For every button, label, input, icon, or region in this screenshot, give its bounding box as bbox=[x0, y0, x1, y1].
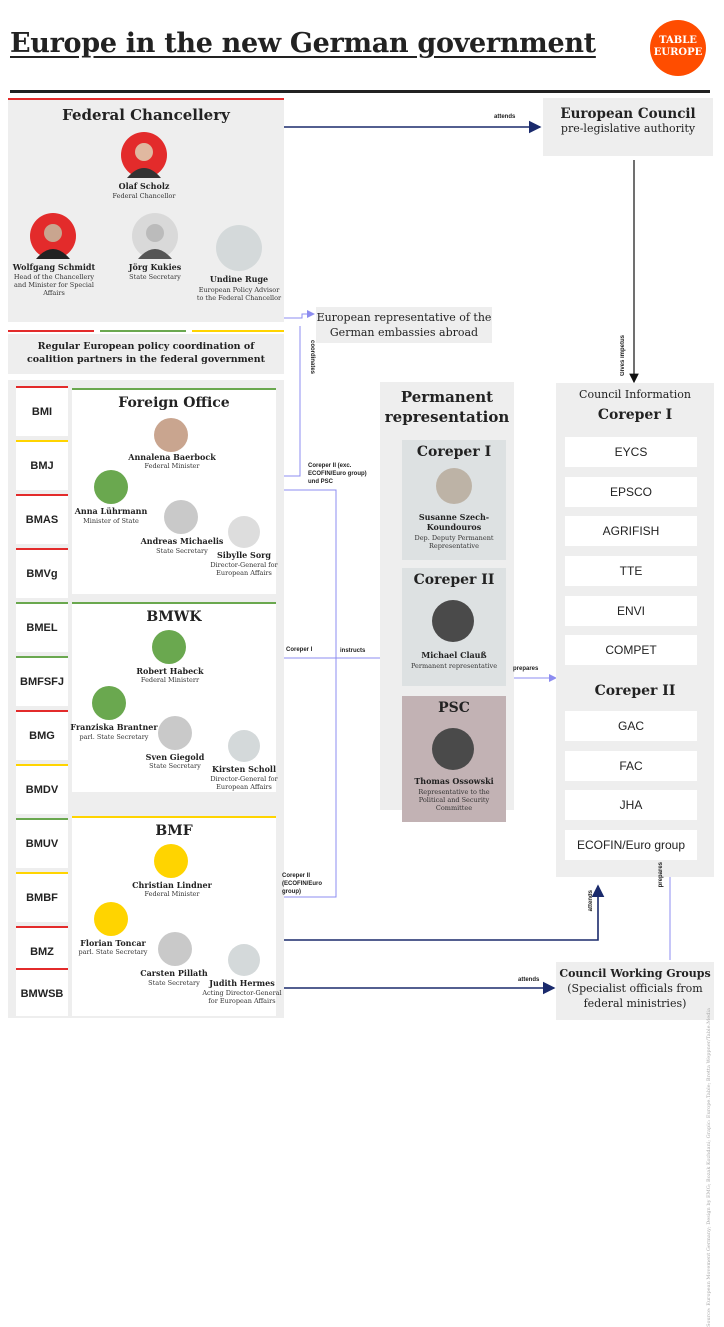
chancellery-title: Federal Chancellery bbox=[62, 106, 230, 124]
person-name: Sibylle Sorg bbox=[217, 550, 271, 560]
ministry-bmwsb: BMWSB bbox=[16, 968, 68, 1016]
edge-label-coreper2-ecofin: Coreper II (ECOFIN/Euro group) bbox=[282, 873, 322, 895]
edge-label-instructs: instructs bbox=[340, 648, 366, 654]
baerbock-avatar bbox=[154, 418, 188, 452]
ministry-bmz: BMZ bbox=[16, 926, 68, 976]
permanent-rep-title-line1: Permanent bbox=[400, 388, 494, 406]
council-info-heading: Council Information bbox=[579, 388, 691, 401]
pillath-avatar bbox=[158, 932, 192, 966]
kukies-avatar bbox=[132, 213, 178, 259]
luehrmann-avatar bbox=[94, 470, 128, 504]
bmf-box bbox=[72, 816, 282, 1016]
edge-label-coreper2-psc: Coreper II (exc. ECOFIN/Euro group) und PSC bbox=[308, 463, 367, 485]
ossowski-avatar bbox=[432, 728, 474, 770]
person-name: Olaf Scholz bbox=[118, 181, 170, 191]
person-role: State Secretary bbox=[148, 979, 200, 987]
line-foreign-office-embassies bbox=[284, 326, 300, 476]
edge-label-coordinates: coordinates bbox=[309, 340, 315, 375]
ministry-bmbf: BMBF bbox=[16, 872, 68, 922]
chancellery-box bbox=[8, 98, 284, 322]
person-name: Judith Hermes bbox=[209, 978, 275, 988]
edge-label-attends-right: attends bbox=[588, 890, 594, 912]
council-formation-eycs: EYCS bbox=[565, 437, 697, 467]
clauss-avatar bbox=[432, 600, 474, 642]
person-role: Federal Minister bbox=[144, 890, 200, 898]
person-role: European Policy Advisor to the Federal Chancellor bbox=[196, 286, 282, 302]
ministry-bmel: BMEL bbox=[16, 602, 68, 652]
council-formation-fac: FAC bbox=[565, 751, 697, 781]
ministry-bmj: BMJ bbox=[16, 440, 68, 490]
ministry-bmdv: BMDV bbox=[16, 764, 68, 814]
council-formation-envi: ENVI bbox=[565, 596, 697, 626]
person-role: State Secretary bbox=[129, 273, 181, 281]
edge-label-prepares-right: prepares bbox=[658, 862, 664, 888]
person-name: Franziska Brantner bbox=[70, 722, 158, 732]
foreign-office-box bbox=[72, 388, 276, 594]
european-council-subtitle: pre-legislative authority bbox=[560, 122, 696, 135]
coalition-bar-red bbox=[8, 330, 94, 332]
person-name: Carsten Pillath bbox=[140, 968, 208, 978]
person-role: Federal Ministerr bbox=[140, 676, 200, 684]
person-name: Anna Lührmann bbox=[74, 506, 148, 516]
council-formation-agrifish: AGRIFISH bbox=[565, 516, 697, 546]
toncar-avatar bbox=[94, 902, 128, 936]
source-credit: Source: European Movement Germany; Design by EMG; Bozak Kozhdani; Grapic: Europe.Table; Bretta Weppner/Table.Media bbox=[706, 1008, 712, 1327]
person-role: State Secretary bbox=[149, 762, 201, 770]
perm-psc-title: PSC bbox=[438, 700, 470, 716]
lindner-avatar bbox=[154, 844, 188, 878]
ruge-avatar-placeholder bbox=[216, 225, 262, 271]
council-formation-tte: TTE bbox=[565, 556, 697, 586]
ministry-bmuv: BMUV bbox=[16, 818, 68, 868]
perm-coreper2-box bbox=[402, 568, 506, 686]
person-name: Jörg Kukies bbox=[128, 262, 182, 272]
person-role: Representative to the Political and Security Committee bbox=[418, 788, 490, 812]
council-formation-gac: GAC bbox=[565, 711, 697, 741]
person-role: Director-General for European Affairs bbox=[210, 775, 278, 791]
person-role: State Secretary bbox=[156, 547, 208, 555]
council-formation-epsco: EPSCO bbox=[565, 477, 697, 507]
person-name: Robert Habeck bbox=[136, 666, 204, 676]
logo-line1: TABLE bbox=[659, 35, 697, 46]
coordination-banner: Regular European policy coordination of coalition partners in the federal government bbox=[8, 334, 284, 374]
edge-label-gives-impetus: Gives impetus bbox=[620, 335, 626, 377]
ministry-bmas: BMAS bbox=[16, 494, 68, 544]
person-name: Kirsten Scholl bbox=[212, 764, 276, 774]
person-name: Annalena Baerbock bbox=[128, 452, 216, 462]
person-role: Permanent representative bbox=[410, 662, 498, 670]
person-role: Acting Director-General for European Affairs bbox=[202, 989, 282, 1005]
person-role: Director-General for European Affairs bbox=[210, 561, 278, 577]
working-groups-title: Council Working Groups bbox=[559, 967, 711, 980]
council-formation-ecofin: ECOFIN/Euro group bbox=[565, 830, 697, 860]
person-name: Christian Lindner bbox=[132, 880, 212, 890]
foreign-office-title: Foreign Office bbox=[118, 395, 230, 411]
council-coreper2-title: Coreper II bbox=[594, 683, 676, 699]
working-groups-subtitle: (Specialist officials from federal ministries) bbox=[567, 982, 703, 1010]
council-formation-jha: JHA bbox=[565, 790, 697, 820]
michaelis-avatar bbox=[164, 500, 198, 534]
person-name: Sven Giegold bbox=[145, 752, 205, 762]
giegold-avatar bbox=[158, 716, 192, 750]
perm-coreper1-box bbox=[402, 440, 506, 560]
person-name: Michael Clauß bbox=[421, 650, 487, 660]
permanent-rep-title bbox=[380, 387, 514, 427]
bmf-title: BMF bbox=[155, 823, 193, 839]
person-role: Minister of State bbox=[83, 517, 139, 525]
coalition-bar-yellow bbox=[192, 330, 284, 332]
coalition-bar-green bbox=[100, 330, 186, 332]
arrow-coordinates bbox=[284, 314, 314, 318]
person-name: Florian Toncar bbox=[80, 938, 146, 948]
line-coreper2-bmf bbox=[284, 490, 336, 897]
embassies-box: European representative of the German embassies abroad bbox=[316, 307, 492, 343]
person-role: Federal Chancellor bbox=[112, 192, 176, 200]
scholl-avatar-placeholder bbox=[228, 730, 260, 762]
person-name: Thomas Ossowski bbox=[414, 776, 494, 786]
bmwk-title: BMWK bbox=[146, 609, 202, 625]
hermes-avatar-placeholder bbox=[228, 944, 260, 976]
european-council-title: European Council bbox=[560, 106, 696, 122]
person-name: Wolfgang Schmidt bbox=[12, 262, 96, 272]
page-title: Europe in the new German government bbox=[10, 28, 596, 59]
ministry-bmi: BMI bbox=[16, 386, 68, 436]
edge-label-attends-bottom: attends bbox=[518, 977, 540, 983]
working-groups-box bbox=[556, 962, 714, 1020]
schmidt-avatar bbox=[30, 213, 76, 259]
szech-avatar bbox=[436, 468, 472, 504]
council-coreper1-title: Coreper I bbox=[597, 407, 673, 423]
sorg-avatar bbox=[228, 516, 260, 548]
brantner-avatar bbox=[92, 686, 126, 720]
perm-psc-box bbox=[402, 696, 506, 822]
ministry-bmg: BMG bbox=[16, 710, 68, 760]
ministry-bmfsfj: BMFSFJ bbox=[16, 656, 68, 706]
edge-label-attends: attends bbox=[494, 114, 516, 120]
council-formation-compet: COMPET bbox=[565, 635, 697, 665]
logo-line2: EUROPE bbox=[653, 47, 703, 58]
person-role: parl. State Secretary bbox=[79, 733, 149, 741]
ministry-bmvg: BMVg bbox=[16, 548, 68, 598]
person-name: Undine Ruge bbox=[209, 274, 269, 284]
habeck-avatar bbox=[152, 630, 186, 664]
perm-coreper1-title: Coreper I bbox=[416, 444, 492, 460]
edge-label-coreper1: Coreper I bbox=[286, 647, 313, 653]
person-role: Head of the Chancellery and Minister for Special Affairs bbox=[13, 273, 95, 297]
person-name: Andreas Michaelis bbox=[140, 536, 224, 546]
bmwk-box bbox=[72, 602, 276, 792]
person-role: parl. State Secretary bbox=[78, 948, 148, 956]
person-name: Susanne Szech-Koundouros bbox=[418, 512, 490, 532]
european-council-box bbox=[543, 98, 713, 156]
person-role: Dep. Deputy Permanent Representative bbox=[414, 534, 494, 550]
scholz-avatar bbox=[121, 132, 167, 178]
perm-coreper2-title: Coreper II bbox=[413, 572, 495, 588]
permanent-rep-title-line2: representation bbox=[384, 408, 510, 426]
person-role: Federal Minister bbox=[144, 462, 200, 470]
edge-label-prepares: prepares bbox=[513, 666, 539, 672]
